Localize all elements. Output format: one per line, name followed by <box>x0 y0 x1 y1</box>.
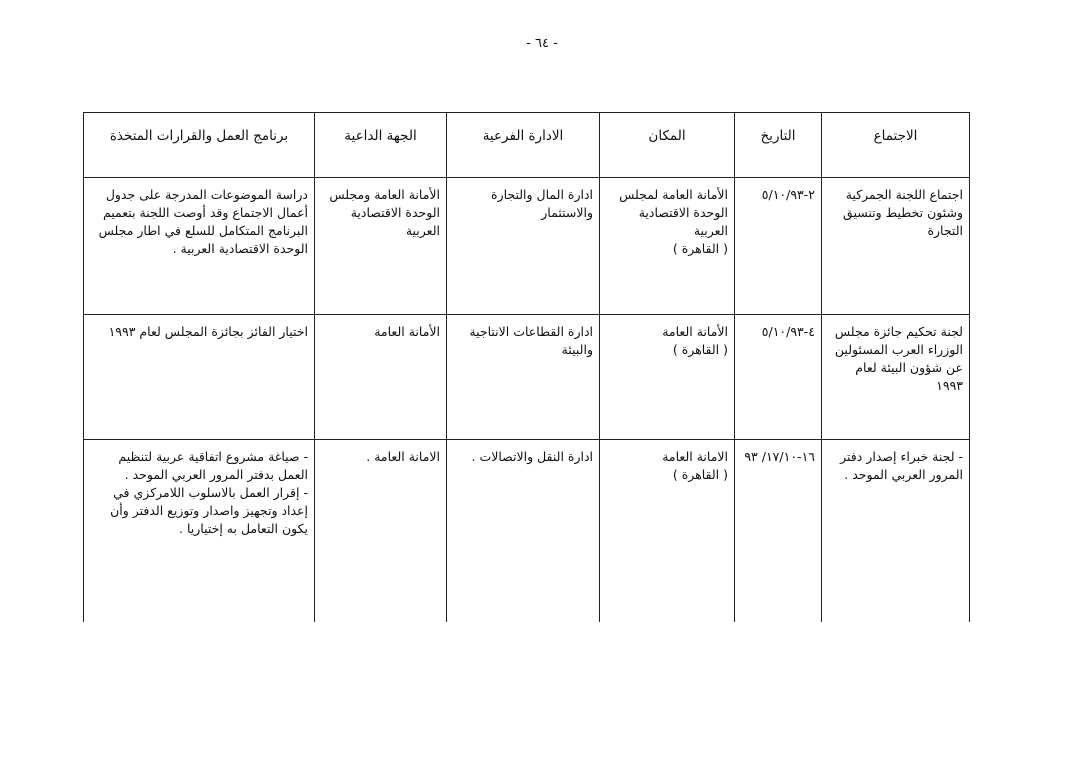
header-meeting: الاجتماع <box>822 113 970 178</box>
table-row <box>84 440 970 623</box>
date-cell: ١٦-١٧/١٠/ ٩٣ <box>735 440 822 623</box>
header-inviting-party: الجهة الداعية <box>315 113 447 178</box>
program-cell: - صياغة مشروع اتفاقية عربية لتنظيم العمل بدفتر المرور العربي الموحد . - إقرار العمل بالاسلوب اللامركزي في إعداد وتجهيز واصدار وتوزيع الدفتر وأن يكون التعامل به إختياريا . <box>84 440 315 623</box>
date-cell: ٤-٥/١٠/٩٣ <box>735 315 822 440</box>
header-department: الادارة الفرعية <box>447 113 600 178</box>
header-program: برنامج العمل والقرارات المتخذة <box>84 113 315 178</box>
inviting-party-cell: الامانة العامة . <box>315 440 447 623</box>
place-cell: الأمانة العامة ( القاهرة ) <box>600 315 735 440</box>
place-cell: الامانة العامة ( القاهرة ) <box>600 440 735 623</box>
program-cell: اختيار الفائز بجائزة المجلس لعام ١٩٩٣ <box>84 315 315 440</box>
date-cell: ٢-٥/١٠/٩٣ <box>735 178 822 315</box>
inviting-party-cell: الأمانة العامة <box>315 315 447 440</box>
header-place: المكان <box>600 113 735 178</box>
place-cell: الأمانة العامة لمجلس الوحدة الاقتصادية العربية ( القاهرة ) <box>600 178 735 315</box>
page-number: - ٦٤ - <box>526 36 558 51</box>
department-cell: ادارة المال والتجارة والاستثمار <box>447 178 600 315</box>
department-cell: ادارة النقل والاتصالات . <box>447 440 600 623</box>
meetings-table <box>83 112 970 622</box>
program-cell: دراسة الموضوعات المدرجة على جدول أعمال الاجتماع وقد أوصت اللجنة بتعميم البرنامج المتكامل للسلع في اطار مجلس الوحدة الاقتصادية العربية . <box>84 178 315 315</box>
table-header-row <box>84 113 970 178</box>
meeting-cell: لجنة تحكيم جائزة مجلس الوزراء العرب المسئولين عن شؤون البيئة لعام ١٩٩٣ <box>822 315 970 440</box>
department-cell: ادارة القطاعات الانتاجية والبيئة <box>447 315 600 440</box>
table-row <box>84 315 970 440</box>
meeting-cell: - لجنة خبراء إصدار دفتر المرور العربي الموحد . <box>822 440 970 623</box>
header-date: التاريخ <box>735 113 822 178</box>
inviting-party-cell: الأمانة العامة ومجلس الوحدة الاقتصادية العربية <box>315 178 447 315</box>
meeting-cell: اجتماع اللجنة الجمركية وشئون تخطيط وتنسيق التجارة <box>822 178 970 315</box>
table-row <box>84 178 970 315</box>
